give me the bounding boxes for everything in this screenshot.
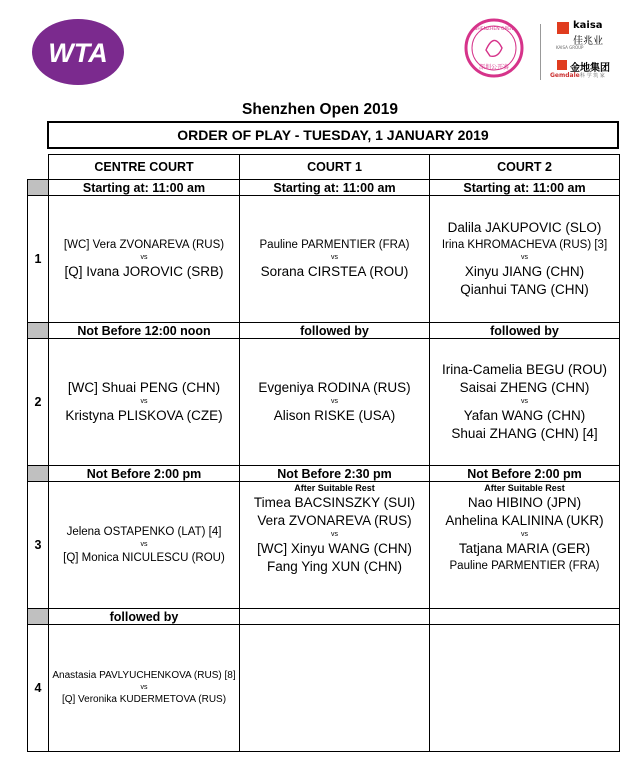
player: Fang Ying XUN (CHN) xyxy=(266,559,403,574)
player: Nao HIBINO (JPN) xyxy=(467,495,582,510)
player: Kristyna PLISKOVA (CZE) xyxy=(65,408,223,423)
match-cell xyxy=(49,625,240,752)
empty-match-cell xyxy=(430,625,620,752)
player: [WC] Shuai PENG (CHN) xyxy=(67,380,221,395)
match-cell xyxy=(430,339,620,466)
match-number: 4 xyxy=(28,625,49,752)
time-label xyxy=(240,609,430,625)
start-time-court2: Starting at: 11:00 am xyxy=(430,180,620,196)
player: Jelena OSTAPENKO (LAT) [4] xyxy=(66,526,222,538)
match-row-3 xyxy=(28,482,620,609)
time-label: followed by xyxy=(430,323,620,339)
order-of-play-banner: ORDER OF PLAY - TUESDAY, 1 JANUARY 2019 xyxy=(47,121,619,149)
player: Irina KHROMACHEVA (RUS) [3] xyxy=(441,239,608,251)
match-row-1 xyxy=(28,196,620,323)
start-time-court1: Starting at: 11:00 am xyxy=(240,180,430,196)
player: Alison RISKE (USA) xyxy=(273,408,396,423)
vs-label: vs xyxy=(140,398,148,405)
time-row-2 xyxy=(28,323,620,339)
row-marker xyxy=(28,466,49,482)
match-number: 1 xyxy=(28,196,49,323)
vs-label: vs xyxy=(140,684,148,691)
time-row-4 xyxy=(28,609,620,625)
time-label: Not Before 2:00 pm xyxy=(430,466,620,482)
gemdale-en: Gemdale xyxy=(550,72,580,79)
time-label: Not Before 2:00 pm xyxy=(49,466,240,482)
vs-label: vs xyxy=(521,531,528,538)
corner-cell xyxy=(28,155,49,180)
time-row-3 xyxy=(28,466,620,482)
court-header-centre: CENTRE COURT xyxy=(49,155,240,180)
match-cell xyxy=(240,482,430,609)
match-row-4 xyxy=(28,625,620,752)
player: Anhelina KALININA (UKR) xyxy=(445,513,604,528)
player: Timea BACSINSZKY (SUI) xyxy=(253,495,416,510)
seal-arc-text: SHENZHEN OPEN xyxy=(474,27,514,32)
rest-note: After Suitable Rest xyxy=(484,483,565,493)
match-cell xyxy=(49,196,240,323)
court-header-row xyxy=(28,155,620,180)
vs-label: vs xyxy=(331,254,338,261)
wta-logo-text: WTA xyxy=(48,38,108,68)
vs-label: vs xyxy=(521,254,528,261)
rest-note: After Suitable Rest xyxy=(294,483,375,493)
order-of-play-table xyxy=(27,154,620,752)
vs-label: vs xyxy=(140,254,148,261)
player: [Q] Monica NICULESCU (ROU) xyxy=(63,552,225,564)
player: [WC] Xinyu WANG (CHN) xyxy=(257,541,412,556)
vs-label: vs xyxy=(331,398,338,405)
kaisa-en: kaisa xyxy=(573,20,603,31)
time-label: followed by xyxy=(49,609,240,625)
player: Yafan WANG (CHN) xyxy=(463,408,586,423)
vs-label: vs xyxy=(521,398,528,405)
player: Xinyu JIANG (CHN) xyxy=(464,264,585,279)
player: [WC] Vera ZVONAREVA (RUS) xyxy=(63,239,225,251)
tournament-title: Shenzhen Open 2019 xyxy=(242,101,398,118)
sponsor-divider xyxy=(540,24,541,80)
empty-match-cell xyxy=(240,625,430,752)
row-marker xyxy=(28,180,49,196)
start-time-row xyxy=(28,180,620,196)
player: Dalila JAKUPOVIC (SLO) xyxy=(447,220,602,235)
match-number: 3 xyxy=(28,482,49,609)
player: Irina-Camelia BEGU (ROU) xyxy=(441,362,608,377)
seal-cn-text: 深圳公开赛 xyxy=(478,64,510,71)
match-cell xyxy=(240,196,430,323)
player: Tatjana MARIA (GER) xyxy=(458,541,591,556)
player: Saisai ZHENG (CHN) xyxy=(459,380,590,395)
player: Anastasia PAVLYUCHENKOVA (RUS) [8] xyxy=(52,670,236,681)
player: [Q] Veronika KUDERMETOVA (RUS) xyxy=(61,694,227,705)
gemdale-sub: 科 学 筑 家 xyxy=(580,73,605,79)
start-time-centre: Starting at: 11:00 am xyxy=(49,180,240,196)
player: Sorana CIRSTEA (ROU) xyxy=(260,264,409,279)
gemdale-cn: 金地集团 xyxy=(570,63,610,74)
vs-label: vs xyxy=(140,541,148,548)
match-row-2 xyxy=(28,339,620,466)
wta-logo xyxy=(31,18,125,86)
shenzhen-open-seal xyxy=(464,18,524,78)
time-label: Not Before 12:00 noon xyxy=(49,323,240,339)
player: Vera ZVONAREVA (RUS) xyxy=(257,513,412,528)
row-marker xyxy=(28,323,49,339)
gemdale-mark-icon xyxy=(557,60,567,70)
kaisa-mark-icon xyxy=(557,22,569,34)
row-marker xyxy=(28,609,49,625)
match-cell xyxy=(240,339,430,466)
player: Pauline PARMENTIER (FRA) xyxy=(259,239,410,251)
player: Shuai ZHANG (CHN) [4] xyxy=(451,426,598,441)
vs-label: vs xyxy=(331,531,338,538)
match-cell xyxy=(49,482,240,609)
match-number: 2 xyxy=(28,339,49,466)
player: [Q] Ivana JOROVIC (SRB) xyxy=(64,264,224,279)
time-label: followed by xyxy=(240,323,430,339)
time-label: Not Before 2:30 pm xyxy=(240,466,430,482)
kaisa-sub: KAISA GROUP xyxy=(556,45,584,50)
match-cell xyxy=(430,196,620,323)
player: Evgeniya RODINA (RUS) xyxy=(258,380,411,395)
kaisa-cn: 佳兆业 xyxy=(573,36,603,47)
match-cell xyxy=(430,482,620,609)
player: Pauline PARMENTIER (FRA) xyxy=(449,560,600,572)
time-label xyxy=(430,609,620,625)
match-cell xyxy=(49,339,240,466)
player: Qianhui TANG (CHN) xyxy=(460,282,589,297)
court-header-court1: COURT 1 xyxy=(240,155,430,180)
court-header-court2: COURT 2 xyxy=(430,155,620,180)
